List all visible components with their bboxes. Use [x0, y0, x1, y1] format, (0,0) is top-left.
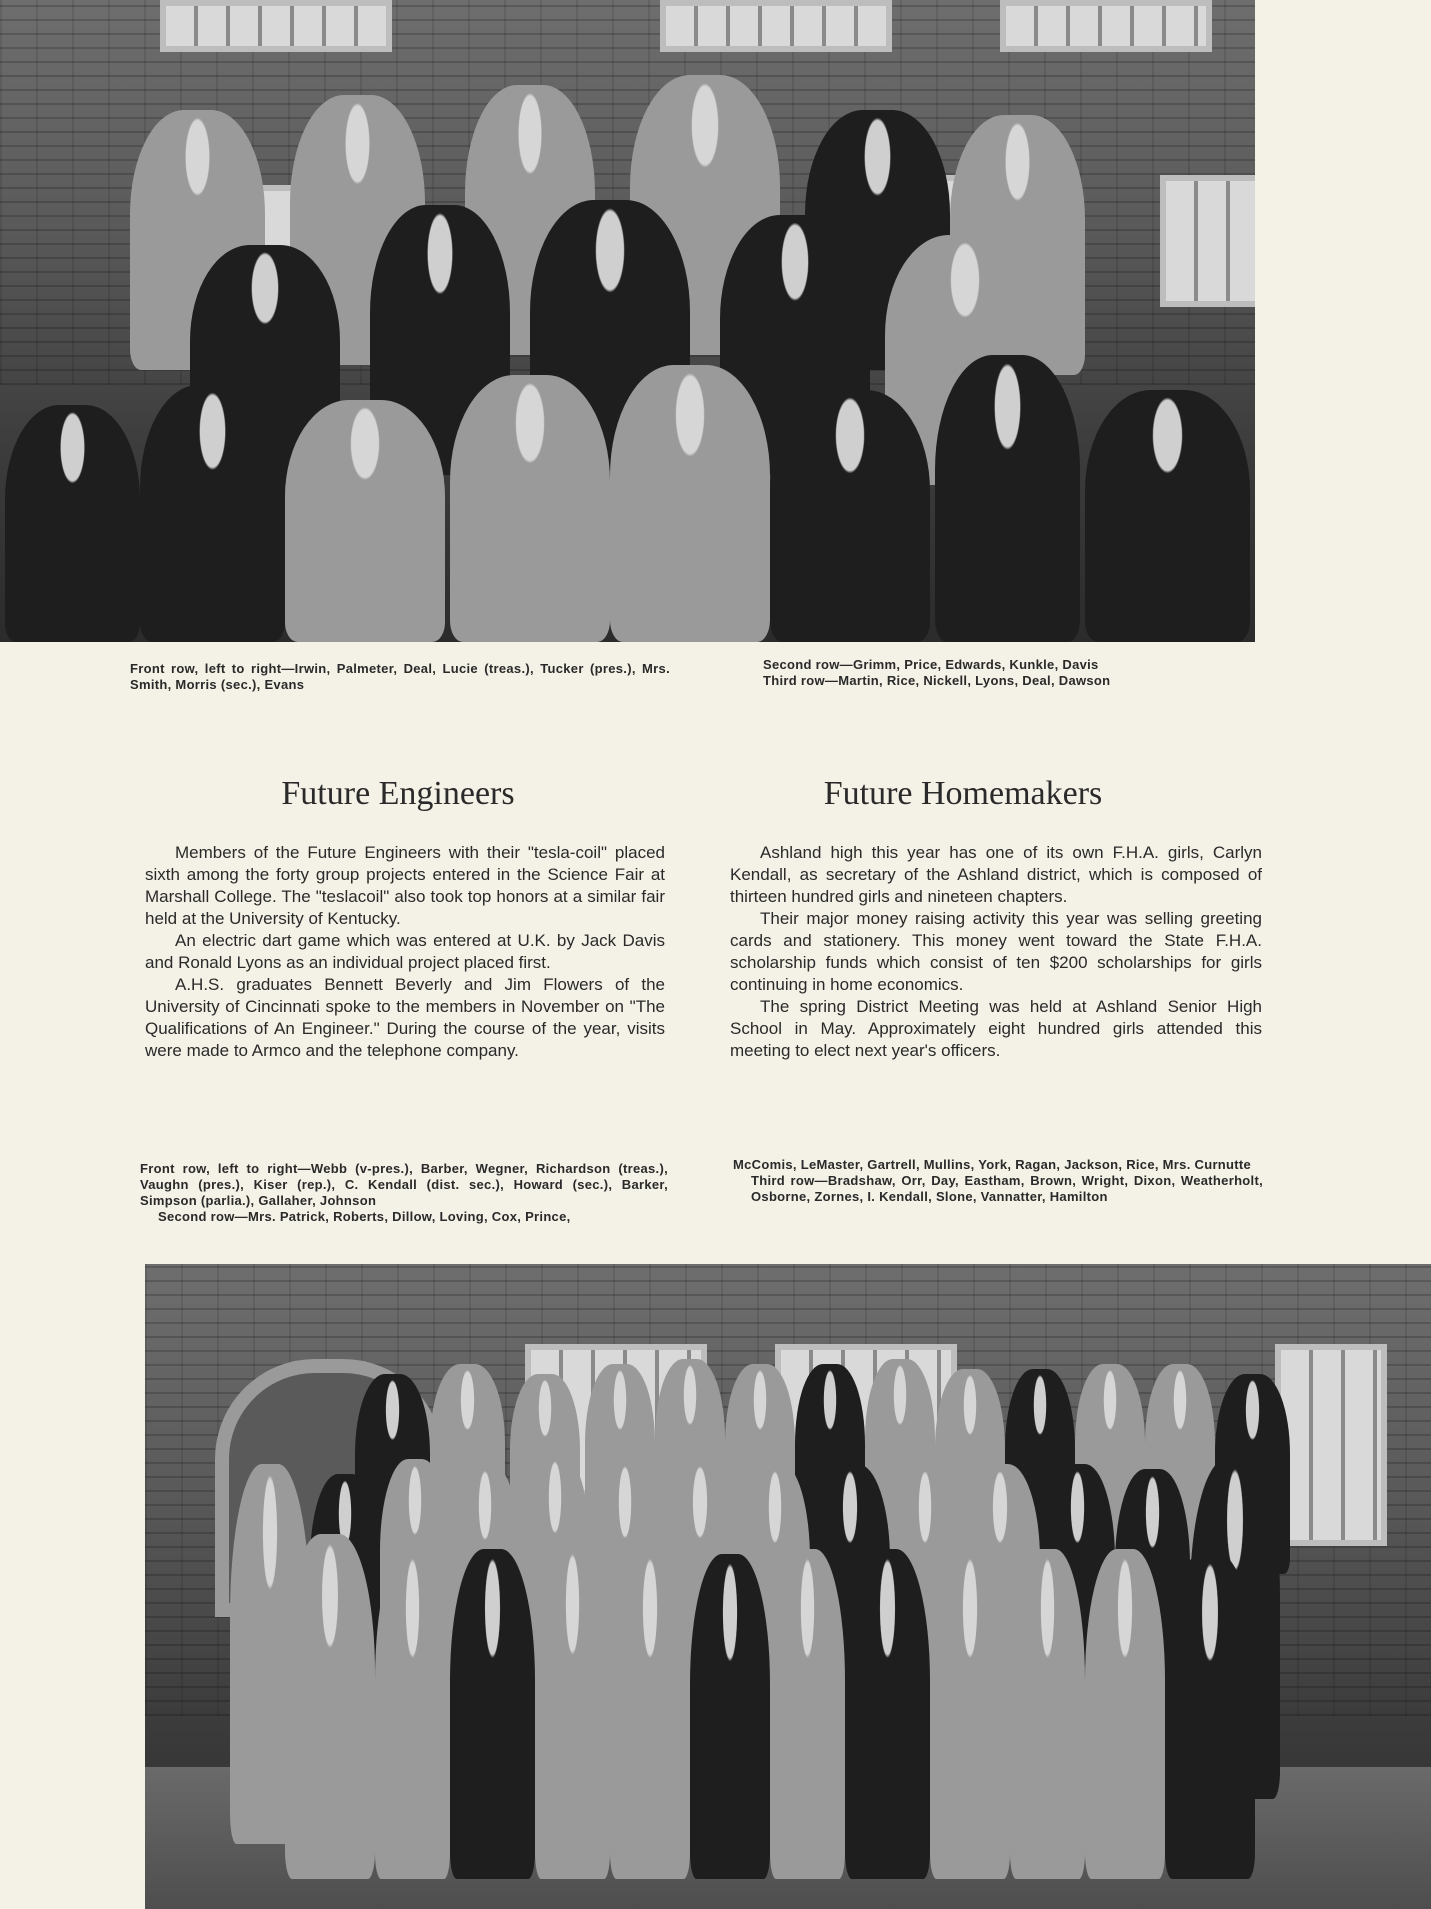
future-engineers-heading: Future Engineers [281, 775, 515, 812]
homemakers-paragraph: The spring District Meeting was held at Ashland Senior High School in May. Approximately eight hundred girls attended this meeting to elect next year's officers. [730, 997, 1262, 1060]
caption-third-row: Third row—Martin, Rice, Nickell, Lyons, Deal, Dawson [763, 673, 1111, 688]
window [660, 0, 892, 52]
homemakers-photo-caption-right [733, 1157, 1263, 1205]
engineers-paragraph: Members of the Future Engineers with their "tesla-coil" placed sixth among the forty group projects entered in the Science Fair at Marshall College. The "teslacoil" also took top honors at a similar fair held at the University of Kentucky. [145, 843, 665, 928]
future-homemakers-article [730, 842, 1262, 1062]
person [935, 355, 1080, 642]
homemakers-group-photo [145, 1264, 1431, 1909]
person [450, 1549, 535, 1879]
window [1160, 175, 1255, 307]
person [845, 1549, 930, 1879]
caption-front-row: Front row, left to right—Webb (v-pres.), Barber, Wegner, Richardson (treas.), Vaughn (pres.), Kiser (rep.), C. Kendall (dist. sec.), Howard (sec.), Barker, Simpson (parlia.), Gallaher, Johnson [140, 1161, 668, 1208]
person [1085, 1549, 1165, 1879]
future-homemakers-heading: Future Homemakers [823, 775, 1103, 812]
engineers-paragraph: An electric dart game which was entered at U.K. by Jack Davis and Ronald Lyons as an individual project placed first. [145, 931, 665, 972]
engineers-photo-caption-left [130, 661, 670, 693]
person [930, 1549, 1010, 1879]
caption-front-row: Front row, left to right—Irwin, Palmeter, Deal, Lucie (treas.), Tucker (pres.), Mrs. Smith, Morris (sec.), Evans [130, 661, 670, 692]
person [450, 375, 610, 642]
caption-second-row: Second row—Mrs. Patrick, Roberts, Dillow, Loving, Cox, Prince, [158, 1209, 571, 1224]
person [770, 390, 930, 642]
homemakers-paragraph: Their major money raising activity this year was selling greeting cards and stationery. This money went toward the State F.H.A. scholarship funds which consist of ten $200 scholarships for girls continuing in home economics. [730, 909, 1262, 994]
person [1010, 1549, 1085, 1879]
future-engineers-article [145, 842, 665, 1062]
person [285, 400, 445, 642]
caption-second-row: Second row—Grimm, Price, Edwards, Kunkle, Davis [763, 657, 1099, 672]
engineers-paragraph: A.H.S. graduates Bennett Beverly and Jim Flowers of the University of Cincinnati spoke to the members in November on "The Qualifications of An Engineer." During the course of the year, visits were made to Armco and the telephone company. [145, 975, 665, 1060]
person [140, 385, 285, 642]
engineers-group-photo [0, 0, 1255, 642]
caption-third-row: Third row—Bradshaw, Orr, Day, Eastham, Brown, Wright, Dixon, Weatherholt, Osborne, Zornes, I. Kendall, Slone, Vannatter, Hamilton [751, 1173, 1263, 1204]
person [535, 1544, 610, 1879]
person [375, 1549, 450, 1879]
window [1275, 1344, 1387, 1546]
person [1165, 1554, 1255, 1879]
person [610, 1549, 690, 1879]
person [610, 365, 770, 642]
caption-second-row-cont: McComis, LeMaster, Gartrell, Mullins, York, Ragan, Jackson, Rice, Mrs. Curnutte [733, 1157, 1252, 1172]
person [285, 1534, 375, 1879]
person [770, 1549, 845, 1879]
person [1085, 390, 1250, 642]
person [5, 405, 140, 642]
homemakers-paragraph: Ashland high this year has one of its own F.H.A. girls, Carlyn Kendall, as secretary of the Ashland district, which is composed of thirteen hundred girls and nineteen chapters. [730, 843, 1262, 906]
window [160, 0, 392, 52]
window [1000, 0, 1212, 52]
homemakers-photo-caption-left [140, 1161, 668, 1225]
engineers-photo-caption-right [763, 657, 1223, 689]
person [690, 1554, 770, 1879]
